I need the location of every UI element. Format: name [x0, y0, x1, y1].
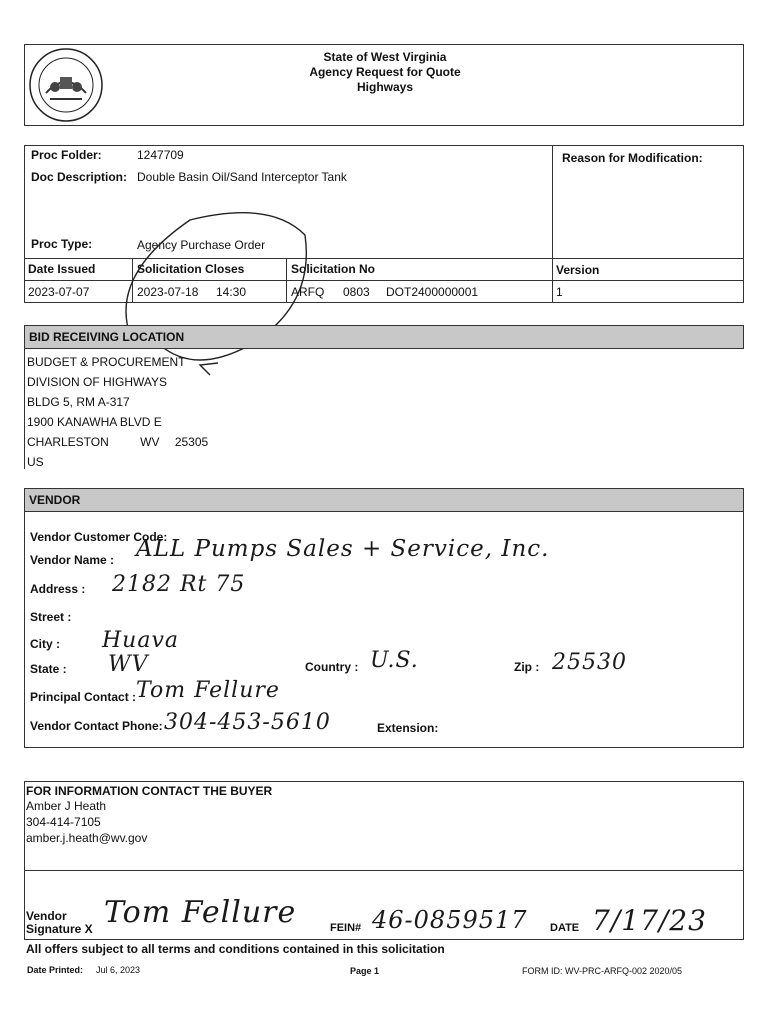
vendor-country-value[interactable]: U.S.	[370, 648, 419, 673]
date-printed-value: Jul 6, 2023	[96, 965, 141, 975]
grid-header-solicitation-no: Solicitation No	[291, 262, 375, 276]
state-seal	[28, 47, 104, 123]
vendor-zip-label: Zip :	[514, 660, 540, 674]
reason-label: Reason for Modification:	[562, 151, 703, 165]
bid-location-lines	[27, 352, 208, 472]
header-line-1: State of West Virginia	[323, 50, 447, 64]
vendor-street-label: Street :	[30, 610, 72, 624]
bid-country: US	[27, 455, 44, 469]
doc-description-label: Doc Description:	[31, 170, 128, 184]
date-value[interactable]: 7/17/23	[592, 904, 707, 937]
vendor-phone-value[interactable]: 304-453-5610	[164, 710, 331, 735]
vendor-zip-value[interactable]: 25530	[552, 650, 627, 675]
buyer-contact-title: FOR INFORMATION CONTACT THE BUYER	[26, 784, 273, 798]
bid-state: WV	[140, 435, 160, 449]
principal-contact-value[interactable]: Tom Fellure	[136, 678, 280, 703]
signature-value[interactable]: Tom Fellure	[104, 895, 297, 930]
proc-folder-value: 1247709	[137, 148, 184, 162]
fein-value[interactable]: 46-0859517	[372, 906, 528, 934]
proc-folder-label: Proc Folder:	[31, 148, 102, 162]
vendor-city-label: City :	[30, 637, 60, 651]
vendor-state-value[interactable]: WV	[108, 652, 149, 677]
version-value: 1	[556, 285, 563, 299]
vendor-address-value[interactable]: 2182 Rt 75	[112, 572, 246, 597]
date-label: DATE	[550, 922, 580, 934]
solicitation-code: 0803	[343, 285, 370, 299]
header-title	[250, 50, 520, 95]
vendor-name-value[interactable]: ALL Pumps Sales + Service, Inc.	[136, 536, 550, 562]
solicitation-number: DOT2400000001	[386, 285, 479, 299]
vendor-country-label: Country :	[305, 660, 359, 674]
buyer-email: amber.j.heath@wv.gov	[26, 831, 148, 845]
vendor-box	[24, 488, 744, 748]
proc-type-label: Proc Type:	[31, 237, 93, 251]
bid-city-row	[27, 432, 208, 452]
vendor-header: VENDOR	[24, 488, 744, 512]
vendor-city-value[interactable]: Huava	[102, 628, 180, 653]
date-printed-label: Date Printed:	[27, 965, 84, 975]
bid-line-4: 1900 KANAWHA BLVD E	[27, 415, 162, 429]
bid-line-2: DIVISION OF HIGHWAYS	[27, 375, 168, 389]
grid-header-version: Version	[556, 263, 600, 277]
vendor-extension-label: Extension:	[377, 721, 439, 735]
closes-date-value: 2023-07-18	[137, 285, 199, 299]
vendor-name-label: Vendor Name :	[30, 553, 115, 567]
header-line-3: Highways	[356, 80, 413, 94]
form-id: FORM ID: WV-PRC-ARFQ-002 2020/05	[522, 966, 683, 976]
buyer-phone: 304-414-7105	[26, 815, 101, 829]
signature-vendor-label: Vendor	[26, 909, 67, 923]
bid-location-header: BID RECEIVING LOCATION	[24, 325, 744, 349]
signature-label: Signature X	[26, 922, 93, 936]
disclaimer-text: All offers subject to all terms and conditions contained in this solicitation	[26, 942, 445, 956]
vendor-state-label: State :	[30, 662, 67, 676]
proc-type-value: Agency Purchase Order	[137, 238, 266, 252]
fein-label: FEIN#	[330, 922, 362, 934]
vendor-phone-label: Vendor Contact Phone:	[30, 719, 163, 733]
bid-city: CHARLESTON	[27, 435, 109, 449]
header-line-2: Agency Request for Quote	[309, 65, 461, 79]
grid-header-closes: Solicitation Closes	[137, 262, 245, 276]
vendor-address-label: Address :	[30, 582, 86, 596]
grid-header-date-issued: Date Issued	[28, 262, 96, 276]
vendor-customer-code-label: Vendor Customer Code:	[30, 530, 168, 544]
doc-description-value: Double Basin Oil/Sand Interceptor Tank	[137, 170, 347, 184]
solicitation-prefix: ARFQ	[291, 285, 325, 299]
buyer-name: Amber J Heath	[26, 799, 107, 813]
principal-contact-label: Principal Contact :	[30, 690, 137, 704]
buyer-contact-lines	[26, 798, 147, 846]
bid-line-1: BUDGET & PROCUREMENT	[27, 355, 186, 369]
bid-zip: 25305	[174, 435, 209, 449]
page-number: Page 1	[350, 966, 380, 976]
date-issued-value: 2023-07-07	[28, 285, 90, 299]
bid-line-3: BLDG 5, RM A-317	[27, 395, 130, 409]
closes-time-value: 14:30	[216, 285, 247, 299]
